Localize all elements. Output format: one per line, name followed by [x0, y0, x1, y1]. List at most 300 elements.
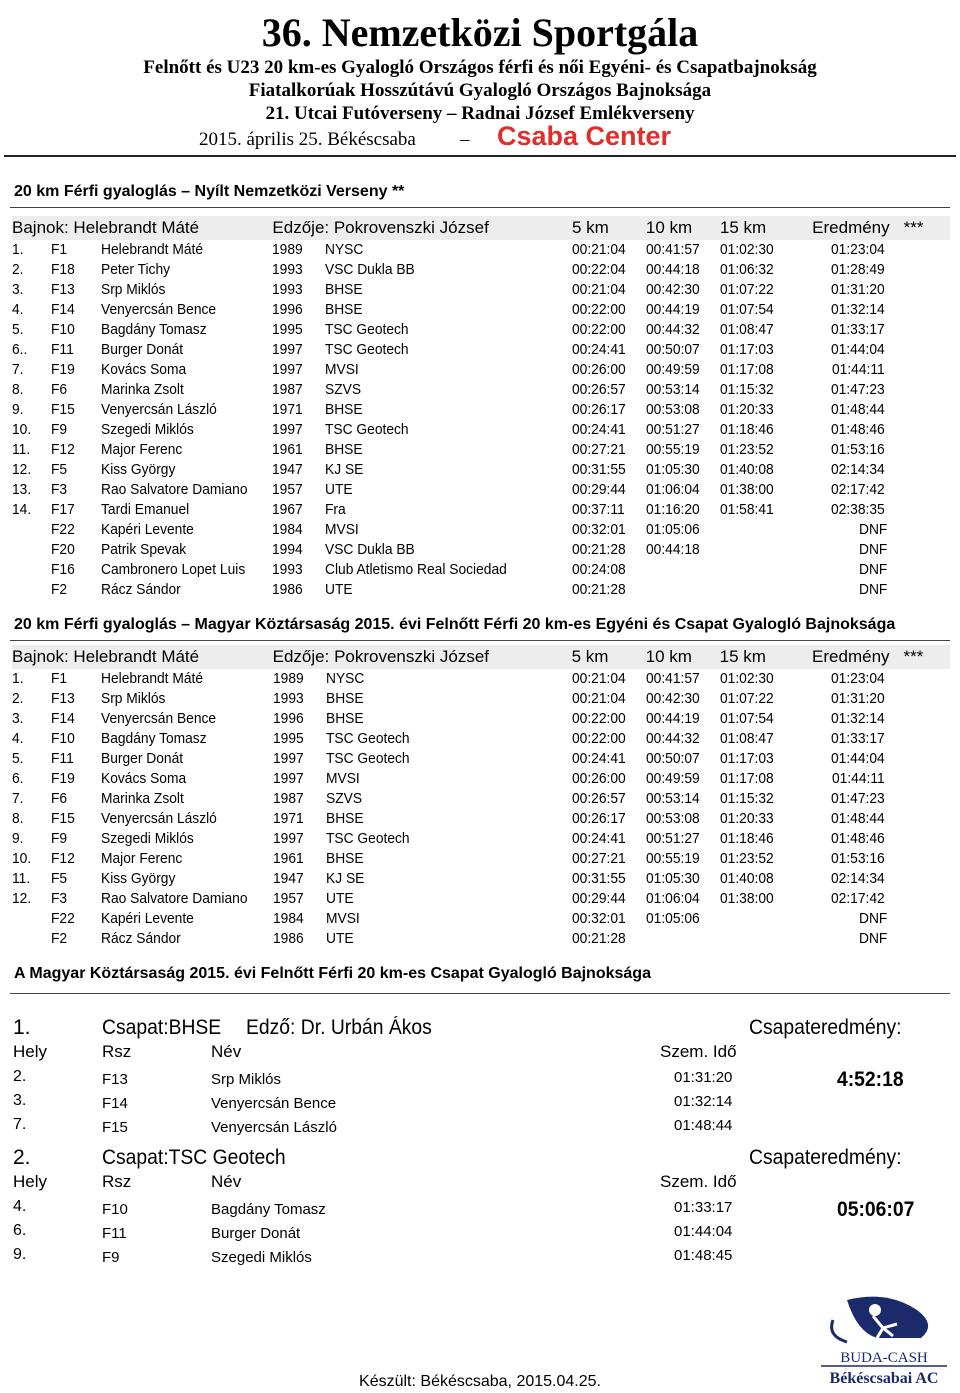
split-10km [646, 400, 720, 420]
bib [51, 400, 101, 420]
birth-year-text: 1957 [272, 481, 304, 498]
split-5km-text: 00:22:00 [571, 730, 626, 747]
athlete-name [101, 809, 272, 829]
birth-year [272, 580, 325, 600]
birth-year-text: 1996 [272, 710, 304, 727]
spacer-cell [890, 889, 950, 909]
result-text: 01:23:04 [831, 241, 885, 258]
split-5km [572, 869, 646, 889]
result-text: 01:53:16 [831, 441, 885, 458]
spacer-cell [890, 440, 950, 460]
birth-year-text: 1995 [272, 321, 304, 338]
member-time: 01:32:14 [674, 1093, 733, 1110]
result-text: 01:28:49 [831, 261, 885, 278]
place [12, 869, 51, 889]
member-place: 9. [13, 1246, 27, 1263]
place-text: 12. [12, 461, 32, 478]
table-row [12, 689, 950, 709]
split-15km [720, 789, 801, 809]
birth-year-text: 1987 [272, 790, 304, 807]
result [800, 869, 889, 889]
birth-year [273, 729, 326, 749]
place [12, 789, 51, 809]
place [12, 909, 51, 929]
member-bib: F15 [102, 1119, 128, 1136]
athlete-name-text: Helebrandt Máté [101, 670, 204, 687]
split-15km-text: 01:23:52 [719, 441, 774, 458]
member-bib: F9 [102, 1249, 120, 1266]
club-text: Fra [325, 501, 346, 518]
birth-year [272, 540, 325, 560]
split-10km [646, 340, 720, 360]
birth-year [272, 340, 325, 360]
split-15km-text: 01:20:33 [719, 401, 774, 418]
result-text: DNF [858, 581, 888, 598]
place [12, 480, 51, 500]
bib [51, 260, 101, 280]
subtitle-line-3: 21. Utcai Futóverseny – Radnai József Emlékverseny [265, 103, 695, 124]
split-15km-text: 01:20:33 [719, 810, 774, 827]
header-stars: *** [890, 216, 950, 240]
split-5km [572, 520, 646, 540]
bib-text: F5 [50, 461, 67, 478]
bib [51, 360, 101, 380]
bib [51, 769, 101, 789]
club [326, 769, 572, 789]
split-5km [572, 689, 646, 709]
club [326, 929, 572, 949]
team-block [0, 994, 960, 1140]
split-10km [646, 240, 720, 260]
result-text: 02:17:42 [831, 890, 885, 907]
table-row [12, 480, 950, 500]
split-10km [646, 749, 720, 769]
club-text: BHSE [325, 401, 363, 418]
bib [51, 380, 101, 400]
athlete-name-text: Venyercsán Bence [101, 710, 217, 727]
split-15km [720, 689, 801, 709]
split-10km-text: 00:53:14 [645, 790, 700, 807]
club-text: TSC Geotech [326, 830, 410, 847]
header-5km: 5 km [572, 216, 646, 240]
place [12, 520, 51, 540]
bib-text: F14 [50, 301, 75, 318]
result [800, 769, 889, 789]
result [800, 709, 889, 729]
table-row [12, 440, 950, 460]
place [12, 460, 51, 480]
birth-year [272, 460, 325, 480]
bib-text: F12 [50, 441, 75, 458]
result-text: 01:48:44 [831, 810, 885, 827]
split-5km [572, 240, 646, 260]
split-10km-text: 00:51:27 [645, 421, 700, 438]
teams-container [0, 994, 960, 1270]
spacer-cell [890, 709, 950, 729]
member-place: 4. [13, 1198, 27, 1215]
birth-year-text: 1961 [272, 441, 304, 458]
place [12, 260, 51, 280]
split-15km [720, 320, 801, 340]
bib-text: F15 [50, 810, 75, 827]
spacer-cell [890, 420, 950, 440]
club-text: TSC Geotech [326, 730, 410, 747]
place [12, 240, 51, 260]
club-text: BHSE [326, 710, 364, 727]
place-text: 1. [12, 241, 24, 258]
split-15km [720, 889, 801, 909]
club [325, 480, 572, 500]
result [800, 729, 889, 749]
header-coach: Edzője: Pokrovenszki József [272, 216, 572, 240]
bib [51, 909, 101, 929]
result [800, 280, 889, 300]
result-text: DNF [858, 910, 888, 927]
club [325, 340, 572, 360]
split-15km-text: 01:18:46 [719, 830, 774, 847]
split-15km-text: 01:17:03 [719, 341, 774, 358]
result [800, 749, 889, 769]
member-time: 01:48:45 [674, 1247, 733, 1264]
bib-text: F22 [50, 910, 75, 927]
result-text: 01:48:44 [831, 401, 885, 418]
athlete-name-text: Patrik Spevak [101, 541, 187, 558]
bib-text: F1 [50, 241, 67, 258]
team-result-label: Csapateredmény: [749, 1146, 902, 1169]
birth-year [272, 260, 325, 280]
split-15km-text: 01:07:22 [719, 690, 774, 707]
split-10km-text: 01:16:20 [645, 501, 700, 518]
birth-year-text: 1997 [272, 421, 304, 438]
birth-year-text: 1989 [272, 670, 304, 687]
place [12, 580, 51, 600]
athlete-name-text: Cambronero Lopet Luis [101, 561, 246, 578]
split-10km [646, 360, 720, 380]
birth-year-text: 1987 [272, 381, 304, 398]
split-15km-text: 01:23:52 [719, 850, 774, 867]
date-dash: – [460, 129, 470, 150]
result-text: 02:38:35 [831, 501, 885, 518]
place [12, 849, 51, 869]
club [325, 380, 572, 400]
spacer-cell [890, 540, 950, 560]
result [800, 340, 889, 360]
birth-year [273, 829, 326, 849]
bib-text: F10 [50, 730, 75, 747]
bib [51, 280, 101, 300]
table-row [12, 540, 950, 560]
birth-year [272, 400, 325, 420]
place [12, 829, 51, 849]
bib-text: F11 [50, 750, 74, 767]
split-5km-text: 00:21:04 [571, 690, 626, 707]
bib-text: F17 [50, 501, 75, 518]
place-text: 7. [12, 790, 24, 807]
header-5km: 5 km [572, 645, 646, 669]
athlete-name-text: Major Ferenc [101, 850, 183, 867]
club-text: MVSI [326, 910, 360, 927]
header-10km: 10 km [646, 216, 720, 240]
split-15km [720, 669, 801, 689]
col-bib: Rsz [102, 1042, 132, 1061]
split-5km [572, 360, 646, 380]
athlete-name-text: Tardi Emanuel [101, 501, 190, 518]
club [326, 829, 572, 849]
place [12, 400, 51, 420]
birth-year [273, 689, 326, 709]
split-10km [646, 440, 720, 460]
result-text: 01:47:23 [831, 790, 885, 807]
page-header [0, 0, 960, 155]
split-5km-text: 00:24:41 [571, 421, 626, 438]
place-text: 4. [12, 730, 24, 747]
athlete-name [101, 420, 272, 440]
split-5km [572, 709, 646, 729]
table-row [12, 580, 950, 600]
split-5km-text: 00:26:17 [571, 810, 626, 827]
club [325, 440, 572, 460]
club-text: KJ SE [325, 461, 364, 478]
bib-text: F2 [50, 581, 67, 598]
birth-year-text: 1993 [272, 561, 304, 578]
logo-head [869, 1304, 881, 1316]
split-5km-text: 00:26:00 [571, 361, 626, 378]
member-name: Srp Miklós [211, 1071, 282, 1088]
place-text: 10. [12, 850, 32, 867]
split-10km [646, 540, 720, 560]
athlete-name [101, 849, 272, 869]
spacer-cell [890, 729, 950, 749]
table-row [12, 769, 950, 789]
split-5km-text: 00:37:11 [571, 501, 625, 518]
bib [51, 709, 101, 729]
split-5km [572, 320, 646, 340]
split-15km [720, 300, 801, 320]
birth-year [273, 869, 326, 889]
bib [51, 520, 101, 540]
split-10km-text: 00:53:08 [645, 401, 700, 418]
split-10km-text: 00:44:18 [645, 261, 700, 278]
athlete-name [101, 360, 272, 380]
birth-year-text: 1993 [272, 690, 304, 707]
result [800, 540, 889, 560]
member-name: Szegedi Miklós [211, 1249, 312, 1266]
split-15km [720, 380, 801, 400]
athlete-name [101, 829, 272, 849]
bib [51, 849, 101, 869]
birth-year [273, 769, 326, 789]
place-text: 6.. [12, 341, 28, 358]
place-text: 9. [12, 401, 24, 418]
split-5km-text: 00:31:55 [571, 870, 626, 887]
club [326, 729, 572, 749]
split-5km [572, 440, 646, 460]
bib-text: F19 [50, 361, 75, 378]
result [800, 420, 889, 440]
split-5km [572, 480, 646, 500]
split-15km [720, 240, 801, 260]
bib [51, 540, 101, 560]
spacer-cell [890, 560, 950, 580]
place-text: 7. [12, 361, 24, 378]
club [326, 889, 572, 909]
split-15km [720, 400, 801, 420]
subtitle-line-1: Felnőtt és U23 20 km-es Gyalogló Országos férfi és női Egyéni- és Csapatbajnokság [143, 57, 817, 78]
place [12, 540, 51, 560]
athlete-name [101, 400, 272, 420]
athlete-name-text: Helebrandt Máté [101, 241, 204, 258]
club [325, 420, 572, 440]
table-row [12, 280, 950, 300]
split-5km-text: 00:26:57 [571, 381, 626, 398]
place [12, 709, 51, 729]
club-text: BHSE [325, 441, 363, 458]
spacer-cell [890, 260, 950, 280]
athlete-name-text: Venyercsán László [101, 401, 218, 418]
split-15km [720, 440, 801, 460]
table-row [12, 340, 950, 360]
table-row [12, 929, 950, 949]
club [325, 500, 572, 520]
split-10km-text: 00:44:32 [645, 321, 700, 338]
bib-text: F6 [50, 790, 68, 807]
result [800, 889, 889, 909]
bib [51, 420, 101, 440]
place-text: 3. [12, 710, 24, 727]
birth-year [272, 500, 325, 520]
club [325, 320, 572, 340]
place [12, 440, 51, 460]
athlete-name-text: Venyercsán Bence [101, 301, 217, 318]
col-place: Hely [13, 1042, 48, 1061]
result [800, 580, 889, 600]
result-text: 02:14:34 [831, 461, 885, 478]
birth-year [272, 300, 325, 320]
team-result-label: Csapateredmény: [749, 1016, 902, 1039]
split-15km [720, 280, 801, 300]
result-text: DNF [858, 521, 888, 538]
club-text: BHSE [326, 810, 364, 827]
result [800, 360, 889, 380]
result-text: DNF [858, 541, 888, 558]
split-10km-text: 01:05:30 [645, 870, 700, 887]
bib [51, 480, 101, 500]
split-5km-text: 00:22:04 [571, 261, 626, 278]
split-10km [646, 869, 720, 889]
athlete-name [101, 769, 272, 789]
split-15km [720, 709, 801, 729]
split-10km-text: 00:44:19 [645, 710, 700, 727]
spacer-cell [890, 380, 950, 400]
team-place: 2. [13, 1146, 31, 1169]
place [12, 889, 51, 909]
athlete-name-text: Peter Tichy [101, 261, 171, 278]
split-10km-text: 00:50:07 [645, 341, 700, 358]
place-text: 8. [12, 810, 24, 827]
birth-year [273, 909, 326, 929]
table-row [12, 789, 950, 809]
athlete-name [101, 340, 272, 360]
place-text: 10. [12, 421, 32, 438]
result [800, 789, 889, 809]
place [12, 420, 51, 440]
bib-text: F11 [50, 341, 74, 358]
club-text: TSC Geotech [325, 421, 409, 438]
bib-text: F18 [50, 261, 75, 278]
club-text: BHSE [325, 281, 363, 298]
split-15km [720, 580, 801, 600]
split-15km-text: 01:40:08 [719, 870, 774, 887]
split-5km-text: 00:21:28 [571, 930, 626, 947]
athlete-name-text: Kapéri Levente [101, 521, 195, 538]
table-row [12, 709, 950, 729]
club [326, 749, 572, 769]
split-10km [646, 689, 720, 709]
split-15km-text: 01:07:22 [719, 281, 774, 298]
split-5km [572, 789, 646, 809]
bib [51, 809, 101, 829]
bib [51, 889, 101, 909]
spacer-cell [890, 320, 950, 340]
result [800, 909, 889, 929]
logo-text-2: Békéscsabai AC [829, 1370, 939, 1387]
bib [51, 500, 101, 520]
split-5km [572, 340, 646, 360]
club-text: MVSI [325, 361, 359, 378]
split-15km-text: 01:07:54 [719, 301, 774, 318]
bib-text: F20 [50, 541, 75, 558]
split-15km-text: 01:08:47 [719, 730, 774, 747]
table-row [12, 420, 950, 440]
header-champion: Bajnok: Helebrandt Máté [12, 216, 272, 240]
result-text: 01:48:46 [831, 421, 885, 438]
date-line [0, 121, 960, 155]
header-15km: 15 km [720, 645, 801, 669]
split-10km-text: 00:51:27 [645, 830, 700, 847]
club-text: SZVS [325, 381, 362, 398]
split-5km-text: 00:22:00 [571, 301, 626, 318]
team-name: Csapat:BHSE [102, 1016, 222, 1039]
spacer-cell [890, 869, 950, 889]
birth-year [272, 480, 325, 500]
result [800, 260, 889, 280]
split-10km-text: 00:49:59 [645, 361, 700, 378]
result [800, 300, 889, 320]
birth-year [272, 520, 325, 540]
split-15km-text: 01:17:03 [719, 750, 774, 767]
member-name: Venyercsán Bence [211, 1095, 337, 1112]
athlete-name-text: Bagdány Tomasz [101, 321, 207, 338]
birth-year-text: 1984 [272, 910, 304, 927]
birth-year [272, 380, 325, 400]
club-text: UTE [325, 581, 353, 598]
place [12, 689, 51, 709]
split-5km [572, 400, 646, 420]
club-text: VSC Dukla BB [325, 261, 415, 278]
club-text: UTE [325, 481, 353, 498]
split-15km [720, 869, 801, 889]
split-15km-text: 01:18:46 [719, 421, 774, 438]
col-name: Név [211, 1042, 242, 1061]
subtitle-line-2: Fiatalkorúak Hosszútávú Gyalogló Országos Bajnoksága [248, 80, 712, 101]
club [325, 520, 572, 540]
result-text: 01:33:17 [831, 730, 885, 747]
split-10km [646, 260, 720, 280]
split-15km [720, 929, 801, 949]
result-text: 01:33:17 [831, 321, 885, 338]
spacer-cell [890, 280, 950, 300]
bib [51, 560, 101, 580]
